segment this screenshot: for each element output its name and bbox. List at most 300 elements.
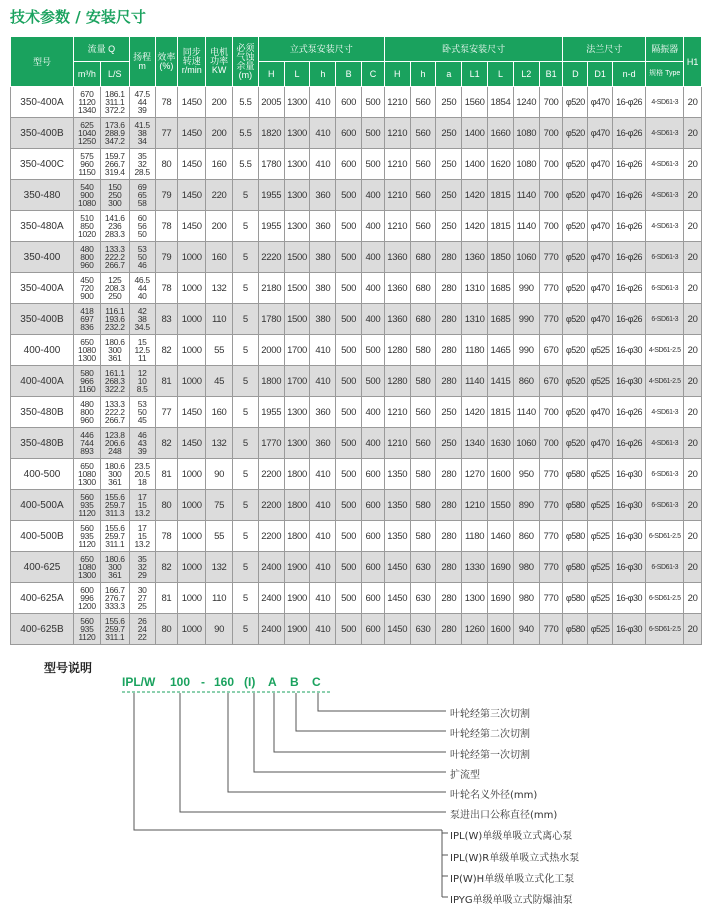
cell-horizontal-dim: 770 [539, 552, 563, 583]
cell-isolator: 6-SD61-2.5 [646, 614, 684, 645]
cell-horizontal-dim: 560 [410, 87, 436, 118]
cell-horizontal-dim: 280 [436, 242, 462, 273]
cell-horizontal-dim: 580 [410, 335, 436, 366]
cell-horizontal-dim: 1660 [488, 118, 514, 149]
cell-efficiency: 77 [155, 118, 178, 149]
cell-speed: 1000 [178, 490, 206, 521]
code-cut-c: C [312, 675, 321, 689]
cell-npsh: 5 [233, 459, 259, 490]
cell-head-value: 17 [137, 492, 147, 502]
cell-horizontal-dim: 1620 [488, 149, 514, 180]
cell-flow-ls-value: 300 [108, 469, 122, 479]
cell-flow-ls-value: 155.6 [104, 523, 125, 533]
cell-horizontal-dim: 1310 [462, 273, 488, 304]
cell-flow-m3h-value: 960 [80, 159, 94, 169]
cell-vertical-dim: 380 [310, 304, 336, 335]
cell-vertical-dim: 1300 [284, 87, 310, 118]
cell-horizontal-dim: 560 [410, 397, 436, 428]
cell-flow-ls-value: 206.6 [104, 438, 125, 448]
cell-flange-dim: φ520 [563, 273, 588, 304]
model-explain-title: 型号说明 [44, 661, 93, 675]
cell-head-value: 11 [138, 353, 147, 363]
cell-horizontal-dim: 1210 [384, 211, 410, 242]
cell-head-value: 29 [137, 570, 147, 580]
cell-horizontal-dim: 990 [513, 304, 539, 335]
cell-vertical-dim: 2200 [258, 490, 284, 521]
cell-vertical-dim: 380 [310, 242, 336, 273]
cell-head-value: 32 [137, 562, 147, 572]
cell-head-value: 46.5 [134, 275, 150, 285]
cell-horizontal-dim: 770 [539, 490, 563, 521]
cell-efficiency: 82 [155, 552, 178, 583]
col-isolator-spec: 规格 Type [646, 62, 684, 87]
cell-power: 55 [206, 335, 233, 366]
cell-vertical-dim: 1500 [284, 304, 310, 335]
cell-horizontal-dim: 560 [410, 180, 436, 211]
cell-head-value: 22 [137, 632, 147, 642]
desc-second-cut: 叶轮经第二次切割 [450, 729, 530, 740]
cell-vertical-dim: 410 [310, 521, 336, 552]
cell-power: 90 [206, 614, 233, 645]
cell-isolator: 4-SD61-2.5 [646, 366, 684, 397]
cell-flange-dim: φ520 [563, 87, 588, 118]
cell-flange-dim: 16-φ26 [613, 118, 646, 149]
cell-horizontal-dim: 1685 [488, 304, 514, 335]
cell-head-value: 46 [137, 260, 147, 270]
cell-horizontal-dim: 250 [436, 87, 462, 118]
cell-head-value: 50 [137, 407, 147, 417]
cell-horizontal-dim: 1420 [462, 211, 488, 242]
cell-vertical-dim: 1300 [284, 180, 310, 211]
cell-speed: 1000 [178, 583, 206, 614]
cell-h1: 20 [684, 180, 702, 211]
cell-flange-dim: 16-φ26 [613, 180, 646, 211]
cell-flow-ls-value: 141.6 [104, 213, 125, 223]
cell-power: 132 [206, 273, 233, 304]
cell-flange-dim: φ525 [588, 335, 613, 366]
col-npsh: 必须 气蚀 余量 (m) [233, 37, 259, 87]
cell-flow-ls-value: 248 [108, 446, 122, 456]
cell-flange-dim: φ525 [588, 490, 613, 521]
cell-vertical-dim: 400 [362, 211, 385, 242]
cell-model: 350-400B [11, 304, 74, 335]
cell-vertical-dim: 600 [362, 583, 385, 614]
cell-isolator: 4-SD61-3 [646, 118, 684, 149]
cell-horizontal-dim: 250 [436, 397, 462, 428]
cell-horizontal-dim: 890 [513, 490, 539, 521]
cell-vertical-dim: 1500 [284, 242, 310, 273]
cell-power: 90 [206, 459, 233, 490]
cell-npsh: 5 [233, 552, 259, 583]
cell-flow-m3h-value: 1250 [78, 136, 96, 146]
cell-horizontal-dim: 680 [410, 304, 436, 335]
cell-flow-ls-value: 259.7 [104, 500, 125, 510]
cell-flange-dim: 16-φ30 [613, 552, 646, 583]
cell-head-value: 8.5 [136, 384, 148, 394]
cell-speed: 1450 [178, 87, 206, 118]
cell-horizontal-dim: 560 [410, 211, 436, 242]
cell-flow-m3h-value: 800 [80, 407, 94, 417]
cell-isolator: 4-SD61-3 [646, 397, 684, 428]
cell-vertical-dim: 500 [336, 211, 362, 242]
cell-flow-m3h-value: 1080 [78, 345, 96, 355]
cell-horizontal-dim: 950 [513, 459, 539, 490]
cell-flow-m3h-value: 800 [80, 252, 94, 262]
cell-vertical-dim: 1770 [258, 428, 284, 459]
cell-head-value: 10 [137, 376, 147, 386]
cell-horizontal-dim: 1180 [462, 335, 488, 366]
cell-flow-ls-value: 276.7 [104, 593, 125, 603]
cell-horizontal-dim: 1550 [488, 490, 514, 521]
cell-flow-ls-value: 361 [108, 353, 122, 363]
cell-horizontal-dim: 1600 [488, 459, 514, 490]
cell-efficiency: 80 [155, 490, 178, 521]
cell-flange-dim: 16-φ26 [613, 428, 646, 459]
code-cut-b: B [290, 675, 299, 689]
cell-flow-ls-value: 236 [108, 221, 122, 231]
cell-model: 400-625B [11, 614, 74, 645]
cell-head-value: 53 [137, 399, 147, 409]
cell-horizontal-dim: 1420 [462, 397, 488, 428]
cell-h1: 20 [684, 149, 702, 180]
cell-flow-ls-value: 266.7 [104, 260, 125, 270]
cell-horizontal-dim: 1360 [384, 273, 410, 304]
cell-horizontal-dim: 1450 [384, 614, 410, 645]
cell-horizontal-dim: 1850 [488, 242, 514, 273]
cell-isolator: 6-SD61-2.5 [646, 583, 684, 614]
cell-flow-m3h-value: 836 [80, 322, 94, 332]
cell-flow-m3h-value: 1300 [78, 570, 96, 580]
cell-vertical-dim: 410 [310, 366, 336, 397]
cell-efficiency: 80 [155, 149, 178, 180]
cell-head-value: 47.5 [134, 89, 150, 99]
cell-efficiency: 77 [155, 397, 178, 428]
cell-efficiency: 79 [155, 180, 178, 211]
cell-flow-m3h-value: 1120 [78, 632, 96, 642]
cell-vertical-dim: 600 [362, 614, 385, 645]
cell-horizontal-dim: 1210 [384, 87, 410, 118]
desc-expanded: 扩流型 [450, 770, 480, 781]
cell-speed: 1000 [178, 304, 206, 335]
cell-model: 400-400A [11, 366, 74, 397]
cell-horizontal-dim: 860 [513, 366, 539, 397]
cell-vertical-dim: 1820 [258, 118, 284, 149]
cell-flow-m3h-value: 966 [80, 376, 94, 386]
col-h-l2: L2 [513, 62, 539, 87]
cell-horizontal-dim: 560 [410, 149, 436, 180]
cell-horizontal-dim: 1360 [462, 242, 488, 273]
cell-head-value: 26 [137, 616, 147, 626]
cell-flow-ls-value: 347.2 [104, 136, 125, 146]
cell-flange-dim: 16-φ26 [613, 304, 646, 335]
cell-model: 350-480 [11, 180, 74, 211]
cell-flange-dim: 16-φ30 [613, 521, 646, 552]
col-vertical-group: 立式泵安装尺寸 [258, 37, 384, 62]
cell-vertical-dim: 500 [336, 397, 362, 428]
cell-flange-dim: φ525 [588, 366, 613, 397]
cell-vertical-dim: 500 [336, 273, 362, 304]
col-v-h: H [258, 62, 284, 87]
cell-npsh: 5 [233, 273, 259, 304]
cell-vertical-dim: 400 [362, 242, 385, 273]
cell-efficiency: 81 [155, 459, 178, 490]
cell-flange-dim: 16-φ26 [613, 87, 646, 118]
cell-flange-dim: φ525 [588, 521, 613, 552]
col-isolator: 隔振器 [646, 37, 684, 62]
cell-vertical-dim: 2180 [258, 273, 284, 304]
cell-npsh: 5.5 [233, 118, 259, 149]
cell-power: 55 [206, 521, 233, 552]
cell-h1: 20 [684, 366, 702, 397]
cell-horizontal-dim: 580 [410, 490, 436, 521]
cell-flow-m3h-value: 450 [80, 275, 94, 285]
col-v-h-small: h [310, 62, 336, 87]
cell-vertical-dim: 500 [336, 242, 362, 273]
cell-flange-dim: φ580 [563, 490, 588, 521]
cell-power: 160 [206, 149, 233, 180]
cell-h1: 20 [684, 242, 702, 273]
cell-flow-m3h-value: 560 [80, 616, 94, 626]
cell-horizontal-dim: 1240 [513, 87, 539, 118]
cell-vertical-dim: 500 [336, 614, 362, 645]
cell-vertical-dim: 1500 [284, 273, 310, 304]
cell-vertical-dim: 410 [310, 149, 336, 180]
cell-flow-ls-value: 222.2 [104, 407, 125, 417]
cell-flow-ls-value: 300 [108, 198, 122, 208]
cell-speed: 1000 [178, 552, 206, 583]
cell-speed: 1000 [178, 273, 206, 304]
cell-flange-dim: φ470 [588, 242, 613, 273]
cell-head-value: 28.5 [134, 167, 150, 177]
cell-horizontal-dim: 700 [539, 149, 563, 180]
cell-horizontal-dim: 1180 [462, 521, 488, 552]
col-v-b: B [336, 62, 362, 87]
desc-first-cut: 叶轮经第一次切割 [450, 750, 530, 761]
cell-flow-m3h-value: 996 [80, 593, 94, 603]
cell-head-value: 23.5 [134, 461, 150, 471]
col-efficiency: 效率 (%) [155, 37, 178, 87]
cell-vertical-dim: 400 [362, 397, 385, 428]
cell-horizontal-dim: 1280 [384, 335, 410, 366]
cell-flow-m3h-value: 850 [80, 221, 94, 231]
cell-vertical-dim: 2200 [258, 459, 284, 490]
desc-type-iplr: IPL(W)R单级单吸立式热水泵 [450, 853, 580, 864]
cell-horizontal-dim: 980 [513, 583, 539, 614]
cell-flange-dim: φ520 [563, 397, 588, 428]
cell-head-value: 65 [137, 190, 147, 200]
col-flow-ls: L/S [100, 62, 129, 87]
cell-vertical-dim: 1300 [284, 397, 310, 428]
cell-head-value: 53 [137, 244, 147, 254]
cell-flange-dim: φ520 [563, 180, 588, 211]
col-v-c: C [362, 62, 385, 87]
cell-head-value: 34.5 [134, 322, 150, 332]
cell-flange-dim: 16-φ30 [613, 366, 646, 397]
cell-vertical-dim: 410 [310, 459, 336, 490]
cell-vertical-dim: 2220 [258, 242, 284, 273]
cell-horizontal-dim: 1080 [513, 118, 539, 149]
cell-horizontal-dim: 280 [436, 304, 462, 335]
cell-horizontal-dim: 990 [513, 273, 539, 304]
cell-vertical-dim: 1300 [284, 118, 310, 149]
cell-horizontal-dim: 1420 [462, 180, 488, 211]
cell-flange-dim: φ580 [563, 614, 588, 645]
cell-power: 160 [206, 397, 233, 428]
cell-vertical-dim: 410 [310, 335, 336, 366]
cell-head-value: 27 [137, 593, 147, 603]
col-model: 型号 [11, 37, 74, 87]
cell-horizontal-dim: 280 [436, 490, 462, 521]
cell-head-value: 12 [137, 368, 147, 378]
cell-horizontal-dim: 1060 [513, 428, 539, 459]
cell-horizontal-dim: 1210 [384, 180, 410, 211]
cell-vertical-dim: 1955 [258, 180, 284, 211]
cell-flange-dim: φ525 [588, 583, 613, 614]
cell-flange-dim: φ470 [588, 180, 613, 211]
cell-speed: 1450 [178, 118, 206, 149]
cell-flow-m3h-value: 1080 [78, 562, 96, 572]
cell-flow-ls-value: 333.3 [104, 601, 125, 611]
cell-flow-ls-value: 232.2 [104, 322, 125, 332]
cell-horizontal-dim: 700 [539, 428, 563, 459]
cell-h1: 20 [684, 490, 702, 521]
cell-flow-ls-value: 311.3 [105, 508, 125, 518]
cell-h1: 20 [684, 211, 702, 242]
cell-horizontal-dim: 770 [539, 242, 563, 273]
cell-power: 200 [206, 211, 233, 242]
code-series: IPL/W [122, 675, 156, 689]
cell-horizontal-dim: 670 [539, 335, 563, 366]
cell-vertical-dim: 500 [336, 304, 362, 335]
cell-flange-dim: φ525 [588, 614, 613, 645]
cell-vertical-dim: 500 [336, 521, 362, 552]
cell-horizontal-dim: 250 [436, 180, 462, 211]
cell-model: 350-480B [11, 428, 74, 459]
cell-model: 350-400A [11, 273, 74, 304]
cell-horizontal-dim: 990 [513, 335, 539, 366]
cell-horizontal-dim: 980 [513, 552, 539, 583]
col-flange-group: 法兰尺寸 [563, 37, 646, 62]
cell-isolator: 4-SD61-3 [646, 211, 684, 242]
cell-head-value: 44 [137, 97, 147, 107]
cell-vertical-dim: 2200 [258, 521, 284, 552]
cell-horizontal-dim: 1140 [513, 397, 539, 428]
cell-speed: 1000 [178, 459, 206, 490]
cell-head-value: 44 [137, 283, 147, 293]
col-f-nd: n-d [613, 62, 646, 87]
cell-power: 45 [206, 366, 233, 397]
col-h-h: H [384, 62, 410, 87]
col-f-d1: D1 [588, 62, 613, 87]
cell-vertical-dim: 500 [362, 335, 385, 366]
cell-horizontal-dim: 1280 [384, 366, 410, 397]
cell-flow-m3h-value: 1300 [78, 353, 96, 363]
cell-npsh: 5 [233, 521, 259, 552]
cell-horizontal-dim: 700 [539, 180, 563, 211]
cell-vertical-dim: 500 [336, 428, 362, 459]
desc-nominal-diameter: 泵进出口公称直径(mm) [450, 810, 558, 821]
cell-flange-dim: φ520 [563, 304, 588, 335]
cell-flow-m3h-value: 446 [80, 430, 94, 440]
cell-horizontal-dim: 670 [539, 366, 563, 397]
cell-npsh: 5 [233, 490, 259, 521]
cell-vertical-dim: 500 [336, 459, 362, 490]
cell-vertical-dim: 410 [310, 583, 336, 614]
cell-flange-dim: 16-φ26 [613, 242, 646, 273]
cell-flow-m3h-value: 575 [80, 151, 94, 161]
cell-model: 400-400 [11, 335, 74, 366]
cell-vertical-dim: 410 [310, 614, 336, 645]
cell-h1: 20 [684, 87, 702, 118]
cell-horizontal-dim: 1465 [488, 335, 514, 366]
cell-vertical-dim: 380 [310, 273, 336, 304]
cell-head-value: 45 [137, 415, 147, 425]
cell-power: 160 [206, 242, 233, 273]
cell-head-value: 40 [137, 291, 147, 301]
cell-flow-ls-value: 180.6 [104, 337, 125, 347]
cell-flow-m3h-value: 960 [80, 415, 94, 425]
cell-isolator: 6-SD61-3 [646, 459, 684, 490]
cell-flange-dim: φ580 [563, 521, 588, 552]
cell-horizontal-dim: 1854 [488, 87, 514, 118]
cell-h1: 20 [684, 459, 702, 490]
cell-vertical-dim: 500 [336, 583, 362, 614]
cell-head-value: 24 [137, 624, 147, 634]
cell-flange-dim: φ470 [588, 118, 613, 149]
cell-flange-dim: 16-φ30 [613, 583, 646, 614]
cell-flow-m3h-value: 650 [80, 337, 94, 347]
cell-vertical-dim: 600 [362, 490, 385, 521]
desc-type-iph: IP(W)H单级单吸立式化工泵 [450, 874, 575, 885]
cell-head-value: 18 [137, 477, 147, 487]
cell-power: 220 [206, 180, 233, 211]
cell-efficiency: 78 [155, 521, 178, 552]
cell-flow-m3h-value: 1120 [78, 508, 96, 518]
cell-horizontal-dim: 1210 [384, 397, 410, 428]
cell-flange-dim: φ580 [563, 583, 588, 614]
cell-horizontal-dim: 1815 [488, 397, 514, 428]
cell-flow-ls-value: 173.6 [104, 120, 125, 130]
cell-vertical-dim: 410 [310, 118, 336, 149]
cell-horizontal-dim: 1310 [462, 304, 488, 335]
cell-speed: 1000 [178, 521, 206, 552]
cell-vertical-dim: 1700 [284, 335, 310, 366]
cell-isolator: 4-SD61-3 [646, 87, 684, 118]
cell-flow-m3h-value: 935 [80, 500, 94, 510]
cell-flow-m3h-value: 670 [80, 89, 94, 99]
cell-npsh: 5 [233, 366, 259, 397]
cell-flange-dim: φ520 [563, 335, 588, 366]
cell-flow-ls-value: 300 [108, 345, 122, 355]
cell-flow-m3h-value: 697 [80, 314, 94, 324]
cell-h1: 20 [684, 428, 702, 459]
cell-flange-dim: φ520 [563, 211, 588, 242]
cell-flow-ls-value: 208.3 [104, 283, 125, 293]
col-h-h-small: h [410, 62, 436, 87]
cell-vertical-dim: 1800 [284, 459, 310, 490]
cell-vertical-dim: 500 [336, 552, 362, 583]
cell-horizontal-dim: 770 [539, 459, 563, 490]
cell-horizontal-dim: 770 [539, 521, 563, 552]
cell-head-value: 15 [137, 531, 147, 541]
cell-power: 110 [206, 304, 233, 335]
cell-model: 350-480B [11, 397, 74, 428]
col-flow: 流量 Q [73, 37, 129, 62]
cell-npsh: 5 [233, 304, 259, 335]
cell-efficiency: 78 [155, 273, 178, 304]
cell-vertical-dim: 600 [336, 149, 362, 180]
cell-horizontal-dim: 700 [539, 211, 563, 242]
